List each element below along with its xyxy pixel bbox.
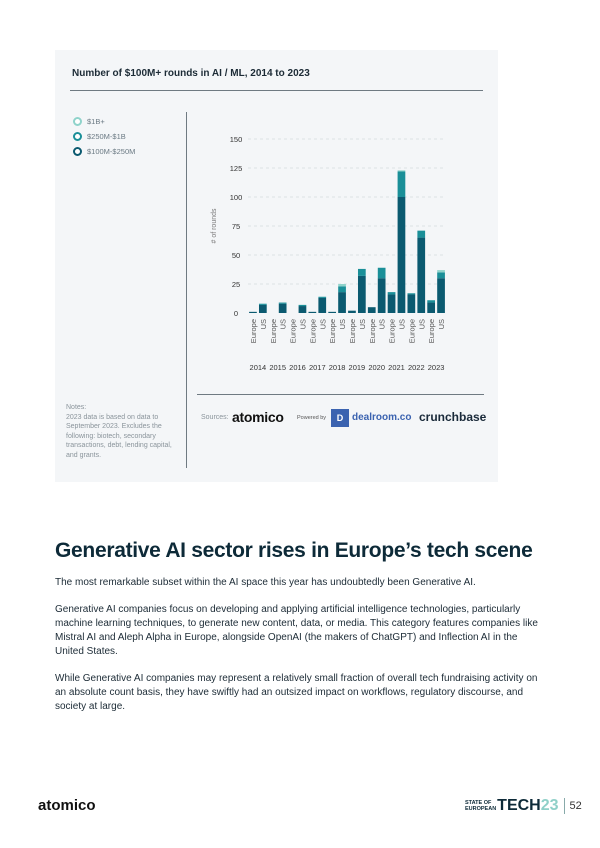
x-tick-label: Europe bbox=[268, 319, 278, 344]
y-tick-label: 100 bbox=[229, 193, 243, 202]
bar-segment bbox=[299, 305, 307, 306]
x-tick-label: US bbox=[377, 319, 387, 330]
x-tick-label: US bbox=[298, 319, 308, 330]
bar-segment bbox=[417, 238, 425, 313]
bar-segment bbox=[308, 312, 316, 313]
bar-segment bbox=[259, 304, 267, 305]
bar-segment bbox=[338, 286, 346, 292]
x-tick-label: US bbox=[357, 319, 367, 330]
x-tick-label: US bbox=[278, 319, 288, 330]
divider bbox=[197, 394, 484, 395]
divider bbox=[70, 90, 483, 91]
year-label: 2015 bbox=[269, 363, 287, 372]
year-label: 2020 bbox=[368, 363, 386, 372]
bar-segment bbox=[388, 294, 396, 313]
y-tick-label: 75 bbox=[231, 222, 241, 231]
bar-segment bbox=[279, 303, 287, 304]
bar-segment bbox=[338, 292, 346, 313]
bar-segment bbox=[358, 269, 366, 276]
bar-segment bbox=[388, 292, 396, 294]
bar-segment bbox=[318, 298, 326, 313]
year-label: 2022 bbox=[407, 363, 425, 372]
x-tick-label: Europe bbox=[427, 319, 437, 344]
crunchbase-logo: crunchbase bbox=[419, 410, 487, 424]
atomico-logo: atomico bbox=[232, 409, 284, 425]
x-tick-label: US bbox=[437, 319, 447, 330]
year-label: 2019 bbox=[348, 363, 366, 372]
y-tick-label: 125 bbox=[229, 164, 243, 173]
y-tick-label: 0 bbox=[233, 309, 239, 318]
x-tick-label: Europe bbox=[288, 319, 298, 344]
chart-legend bbox=[73, 117, 135, 162]
x-tick-label: Europe bbox=[387, 319, 397, 344]
bar-segment bbox=[427, 300, 435, 302]
bar-segment bbox=[358, 276, 366, 313]
year-label: 2017 bbox=[308, 363, 326, 372]
bar-segment bbox=[318, 297, 326, 298]
x-tick-label: Europe bbox=[248, 319, 258, 344]
legend-item: $1B+ bbox=[73, 117, 135, 126]
bar-chart bbox=[200, 130, 460, 380]
bar-segment bbox=[398, 170, 406, 171]
footer-atomico-logo: atomico bbox=[38, 797, 96, 814]
x-tick-label: Europe bbox=[407, 319, 417, 344]
x-tick-label: US bbox=[338, 319, 348, 330]
year-label: 2021 bbox=[388, 363, 405, 372]
bar-segment bbox=[407, 294, 415, 313]
sources-label: Sources: bbox=[201, 414, 229, 421]
y-tick-label: 150 bbox=[229, 135, 243, 144]
bar-segment bbox=[417, 231, 425, 238]
y-tick-label: 25 bbox=[231, 280, 241, 289]
x-tick-label: US bbox=[397, 319, 407, 330]
report-logo: STATE OF EUROPEAN TECH 23 52 bbox=[465, 797, 582, 814]
bar-segment bbox=[378, 268, 386, 278]
bar-segment bbox=[328, 312, 336, 313]
bar-segment bbox=[427, 303, 435, 313]
bar-segment bbox=[398, 171, 406, 197]
bar-segment bbox=[368, 307, 376, 313]
y-tick-label: 50 bbox=[231, 251, 241, 260]
year-label: 2023 bbox=[427, 363, 445, 372]
bar-segment bbox=[437, 278, 445, 313]
bar-segment bbox=[338, 284, 346, 286]
x-tick-label: Europe bbox=[328, 319, 338, 344]
paragraph: The most remarkable subset within the AI space this year has undoubtedly been Generative AI. bbox=[55, 577, 476, 588]
bar-segment bbox=[279, 304, 287, 313]
bar-segment bbox=[249, 312, 257, 313]
dealroom-logo-icon: D bbox=[331, 409, 349, 427]
dealroom-logo: dealroom.co bbox=[352, 412, 412, 423]
bar-segment bbox=[378, 278, 386, 313]
powered-by-label: Powered by bbox=[297, 415, 327, 421]
paragraph: Generative AI companies focus on developing and applying artificial intelligence technologies, particularly machine learning techniques, to generate new content, data, or media. This category features companies like Mistral AI and Aleph Alpha in Europe, alongside OpenAI (the makers of ChatGPT) and Inflection AI in the United States. bbox=[55, 604, 538, 657]
bar-segment bbox=[259, 305, 267, 313]
x-tick-label: Europe bbox=[347, 319, 357, 344]
divider bbox=[564, 798, 565, 814]
chart-notes: Notes: 2023 data is based on data to September 2023. Excludes the following: biotech, secondary transactions, debt, lending capital, and grants. bbox=[66, 404, 172, 459]
bar-segment bbox=[437, 272, 445, 278]
x-tick-label: US bbox=[258, 319, 268, 330]
x-tick-label: Europe bbox=[308, 319, 318, 344]
bar-segment bbox=[348, 311, 356, 313]
paragraph: While Generative AI companies may represent a relatively small fraction of overall tech fundraising activity on an absolute count basis, they have swiftly had an outsized impact on workflows, regulatory discourse, and society at large. bbox=[55, 673, 538, 712]
section-heading: Generative AI sector rises in Europe’s tech scene bbox=[55, 539, 533, 562]
year-label: 2016 bbox=[289, 363, 306, 372]
legend-item: $250M-$1B bbox=[73, 132, 135, 141]
bar-segment bbox=[398, 197, 406, 313]
divider bbox=[186, 112, 187, 468]
bar-segment bbox=[299, 306, 307, 313]
year-label: 2018 bbox=[328, 363, 346, 372]
chart-title: Number of $100M+ rounds in AI / ML, 2014 to 2023 bbox=[72, 68, 310, 79]
page-number: 52 bbox=[569, 800, 582, 812]
x-tick-label: US bbox=[318, 319, 328, 330]
legend-dot-icon bbox=[73, 117, 82, 126]
x-tick-label: US bbox=[417, 319, 427, 330]
bar-segment bbox=[437, 270, 445, 272]
bar-segment bbox=[407, 293, 415, 294]
legend-item: $100M-$250M bbox=[73, 147, 135, 156]
legend-dot-icon bbox=[73, 132, 82, 141]
year-label: 2014 bbox=[249, 363, 267, 372]
y-axis-label: # of rounds bbox=[211, 208, 218, 244]
article-section bbox=[55, 538, 545, 727]
x-tick-label: Europe bbox=[367, 319, 377, 344]
legend-dot-icon bbox=[73, 147, 82, 156]
